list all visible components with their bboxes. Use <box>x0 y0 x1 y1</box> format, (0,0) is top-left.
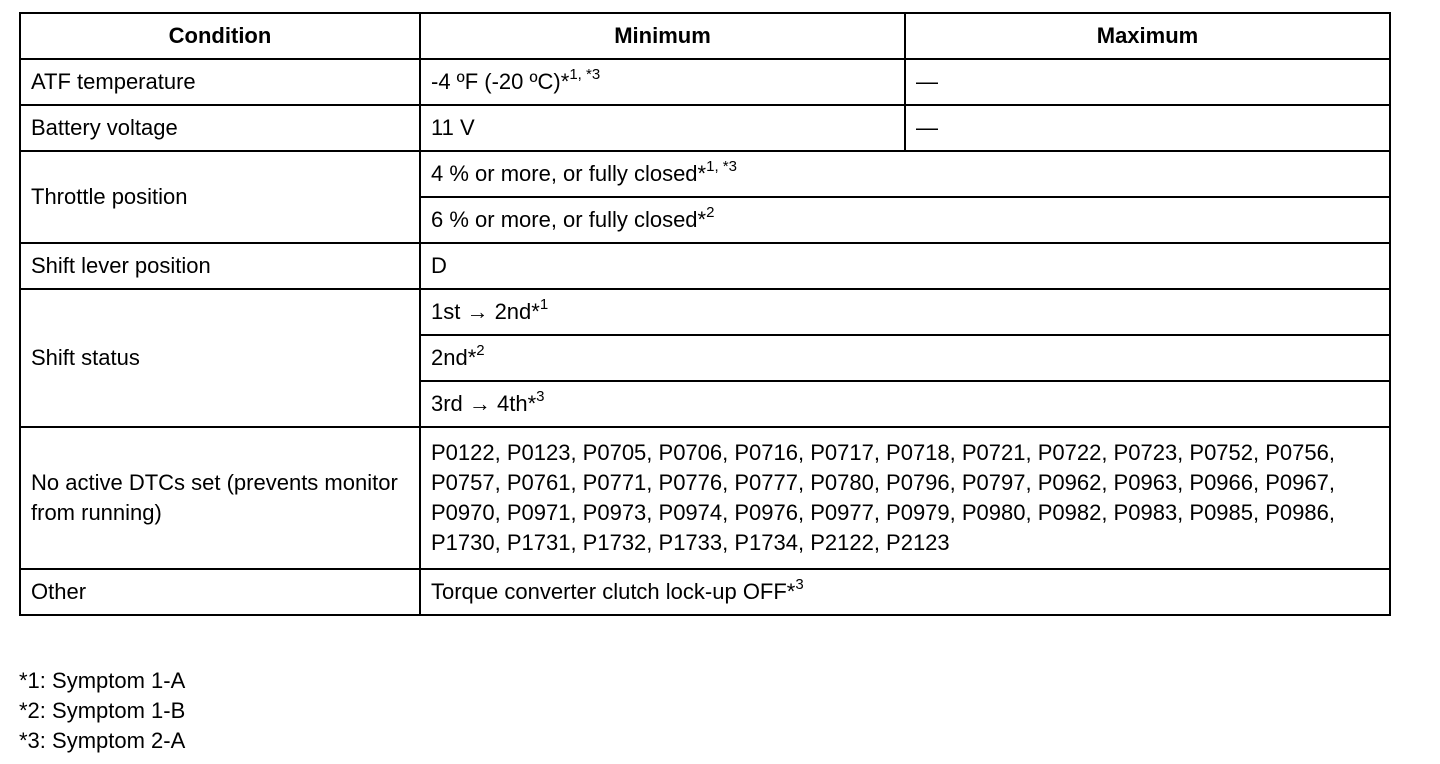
value-cell: D <box>420 243 1390 289</box>
table-row <box>20 105 1390 151</box>
footnote-ref: 2 <box>476 341 485 359</box>
condition-cell: Battery voltage <box>20 105 420 151</box>
maximum-cell: — <box>905 59 1390 105</box>
value-cell <box>420 381 1390 427</box>
value-cell <box>420 289 1390 335</box>
value-cell <box>420 569 1390 615</box>
footnote-ref: 3 <box>795 575 804 593</box>
table-row <box>20 151 1390 197</box>
value-text: 6 % or more, or fully closed* <box>431 207 707 232</box>
condition-cell: ATF temperature <box>20 59 420 105</box>
footnotes <box>19 666 185 756</box>
value-text: 2nd* <box>431 345 477 370</box>
condition-cell: Shift status <box>20 289 420 427</box>
value-text: 4 % or more, or fully closed* <box>431 161 707 186</box>
header-condition: Condition <box>20 13 420 59</box>
footnote-2: *2: Symptom 1-B <box>19 698 186 723</box>
value-cell <box>420 335 1390 381</box>
table-row <box>20 289 1390 335</box>
minimum-cell: 11 V <box>420 105 905 151</box>
condition-cell: No active DTCs set (prevents monitor from running) <box>20 427 420 569</box>
footnote-ref: 1, *3 <box>706 157 737 175</box>
value-text: 3rd → 4th* <box>431 391 537 416</box>
table-row <box>20 243 1390 289</box>
footnote-3: *3: Symptom 2-A <box>19 728 186 753</box>
condition-cell: Throttle position <box>20 151 420 243</box>
conditions-table <box>19 12 1391 616</box>
value-text: 1st → 2nd* <box>431 299 540 324</box>
minimum-value: -4 ºF (-20 ºC)* <box>431 69 570 94</box>
footnote-ref: 3 <box>536 387 545 405</box>
header-maximum: Maximum <box>905 13 1390 59</box>
footnote-ref: 2 <box>706 203 715 221</box>
value-cell <box>420 197 1390 243</box>
footnote-1: *1: Symptom 1-A <box>19 668 186 693</box>
value-cell <box>420 151 1390 197</box>
table-header-row <box>20 13 1390 59</box>
table-row <box>20 569 1390 615</box>
condition-cell: Other <box>20 569 420 615</box>
maximum-cell: — <box>905 105 1390 151</box>
dtc-list-cell: P0122, P0123, P0705, P0706, P0716, P0717, P0718, P0721, P0722, P0723, P0752, P0756, P0757, P0761, P0771, P0776, P0777, P0780, P0796, P0797, P0962, P0963, P0966, P0967, P0970, P0971, P0973, P0974, P0976, P0977, P0979, P0980, P0982, P0983, P0985, P0986, P1730, P1731, P1732, P1733, P1734, P2122, P2123 <box>420 427 1390 569</box>
footnote-ref: 1 <box>539 295 549 313</box>
table-row <box>20 427 1390 569</box>
minimum-cell <box>420 59 905 105</box>
header-minimum: Minimum <box>420 13 905 59</box>
value-text: Torque converter clutch lock-up OFF* <box>431 579 796 604</box>
footnote-ref: 1, *3 <box>569 65 601 83</box>
condition-cell: Shift lever position <box>20 243 420 289</box>
table-row <box>20 59 1390 105</box>
